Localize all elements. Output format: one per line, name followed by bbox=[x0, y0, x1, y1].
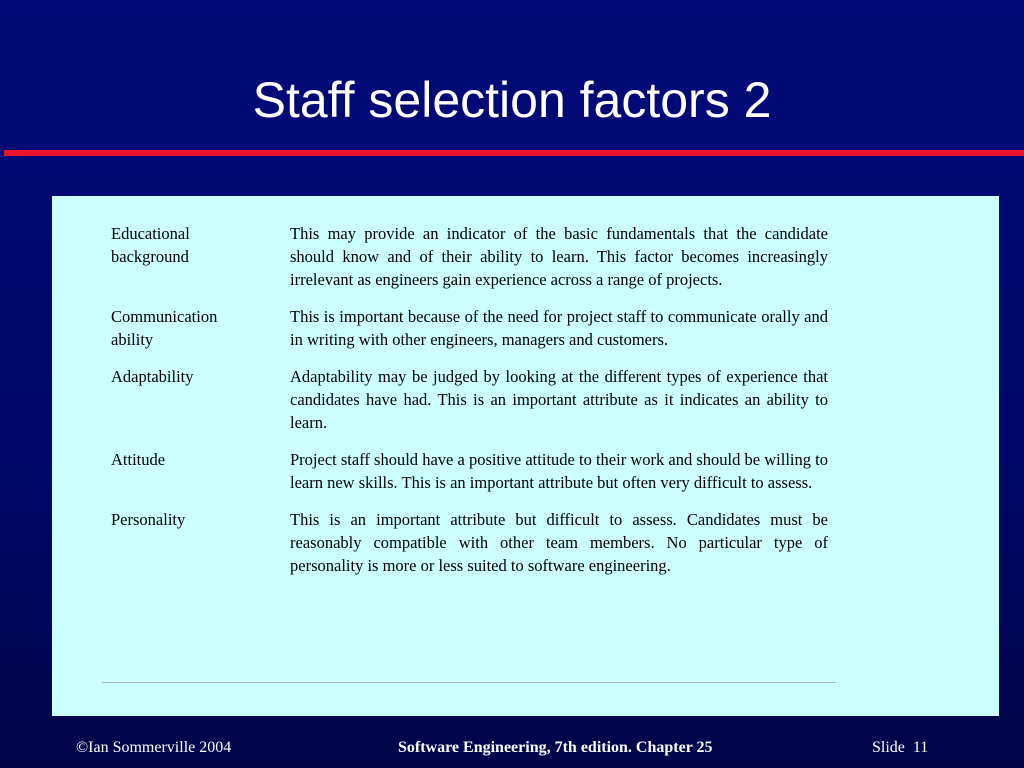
table-row bbox=[111, 305, 828, 351]
factor-name-line: Personality bbox=[111, 510, 186, 529]
factor-name-line: Attitude bbox=[111, 450, 166, 469]
factor-name-line: background bbox=[111, 247, 189, 266]
footer-slide-number: Slide 11 bbox=[872, 739, 929, 756]
factors-table bbox=[111, 222, 828, 591]
factor-name-line: ability bbox=[111, 330, 154, 349]
footer-copyright: ©Ian Sommerville 2004 bbox=[76, 739, 232, 756]
factor-name bbox=[111, 365, 290, 434]
factor-name-line: Educational bbox=[111, 224, 190, 243]
factor-description: Adaptability may be judged by looking at the different types of experience that candidates have had. This is an important attribute as it indicates an ability to learn. bbox=[290, 367, 828, 432]
factor-description: This may provide an indicator of the basic fundamentals that the candidate should know and of their ability to learn. This factor becomes increasingly irrelevant as engineers gain experience across a range of projects. bbox=[290, 224, 828, 289]
factor-description: Project staff should have a positive attitude to their work and should be willing to learn new skills. This is an important attribute but often very difficult to assess. bbox=[290, 450, 828, 492]
factor-description: This is an important attribute but difficult to assess. Candidates must be reasonably compatible with other team members. No particular type of personality is more or less suited to software engineering. bbox=[290, 510, 828, 575]
table-row bbox=[111, 365, 828, 434]
slide-title: Staff selection factors 2 bbox=[252, 72, 772, 128]
factor-name-line: Adaptability bbox=[111, 367, 194, 386]
table-bottom-rule bbox=[102, 682, 836, 683]
factor-name bbox=[111, 448, 290, 494]
content-panel bbox=[52, 196, 999, 716]
table-row bbox=[111, 222, 828, 291]
table-row bbox=[111, 448, 828, 494]
factor-name bbox=[111, 305, 290, 351]
table-row bbox=[111, 508, 828, 577]
footer-book-title: Software Engineering, 7th edition. Chapter 25 bbox=[398, 739, 713, 756]
factor-name bbox=[111, 222, 290, 291]
factor-name bbox=[111, 508, 290, 577]
factor-description: This is important because of the need for project staff to communicate orally and in writing with other engineers, managers and customers. bbox=[290, 307, 828, 349]
factor-name-line: Communication bbox=[111, 307, 218, 326]
title-divider bbox=[4, 150, 1024, 156]
